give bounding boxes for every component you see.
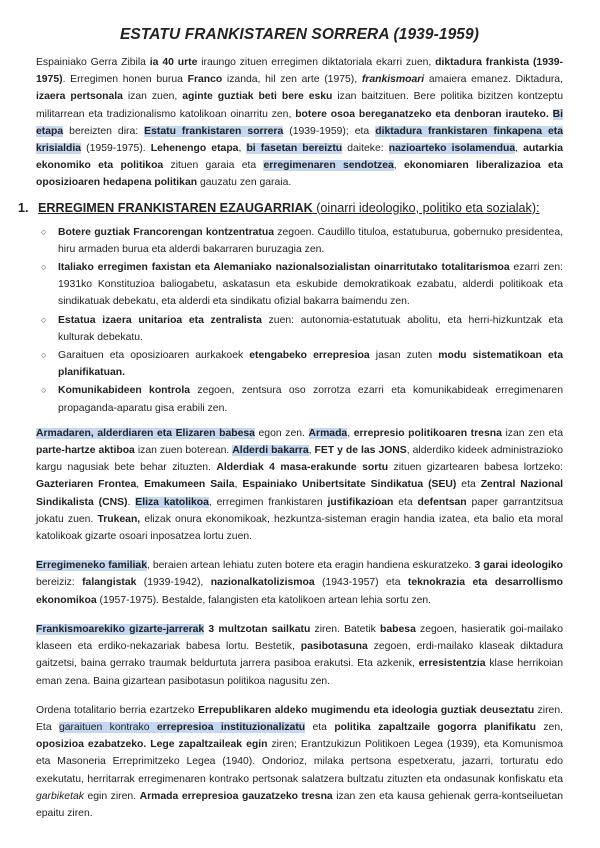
bullet-icon: ○ <box>41 226 47 237</box>
section-heading-text <box>38 200 540 216</box>
text-run: ziren; Erantzukizun Politikoen Legea (1939), eta Komunismoa eta Masoneria Erreprimitzeko Legea (1940). Ondorioz, milaka pertsona espetxeratu, jazarri, torturatu edo exekutatu, herritarrak erregimenaren kontrako pertsonak salatzera bultzatu zituzten eta ondasunak konfiskatu eta <box>36 739 563 785</box>
text-run: eta <box>456 479 481 491</box>
text-run: izanda, hil zen arte (1975), <box>222 74 362 86</box>
list-item <box>36 224 563 258</box>
text-run: zegoen, erdi-mailako klaseak diktadura gaitzetsi, baina gerrako traumak beldurtuta jarrera pasiboa erakutsi. Eta azkenik, <box>36 641 563 670</box>
text-run: garaituen kontrako <box>58 721 157 733</box>
text-run: parte-hartze aktiboa <box>36 445 135 457</box>
text-run: modu sistematikoan eta planifikatuan. <box>58 350 563 379</box>
text-run: , <box>308 445 315 457</box>
text-run: izan zen eta <box>501 427 563 439</box>
bullet-icon: ○ <box>41 385 47 396</box>
text-run: errepresio politikoaren tresna <box>353 427 502 439</box>
text-run: Lehenengo etapa <box>150 143 239 155</box>
text-run: zegoen, zentsura oso zorrotza ezarri eta komunikabideak erregimenaren propaganda-aparatu gisa erabili zen. <box>58 385 563 414</box>
text-run: nazionalkatolizismoa <box>210 577 315 589</box>
section-number: 1. <box>18 200 29 215</box>
text-run: 3 garai ideologiko <box>474 560 563 572</box>
text-run: Armadaren, alderdiaren eta Elizaren babesa <box>36 427 255 439</box>
support-paragraph <box>36 425 563 545</box>
text-run: (1939-1942), <box>136 577 211 589</box>
families-paragraph <box>36 557 563 609</box>
intro-paragraph <box>36 54 563 192</box>
text-run: zuen: autonomia-estatutuak abolitu, eta herri-hizkuntzak eta kulturak debekatu. <box>58 314 563 343</box>
features-list <box>36 224 563 417</box>
text-run: Alderdi bakarra <box>232 445 309 457</box>
text-run: . <box>127 496 136 508</box>
text-run: gauzatu zen garaia. <box>197 177 292 189</box>
social-attitudes-paragraph <box>36 621 563 690</box>
text-run: ziren. Eta <box>36 704 564 733</box>
text-run: izaera pertsonala <box>36 91 123 103</box>
list-item-text <box>58 227 563 255</box>
text-run: zituen garaia eta <box>163 160 264 172</box>
text-run: FET y de las JONS <box>314 445 407 457</box>
text-run: . Erregimen honen burua <box>62 74 188 86</box>
text-run: zen, <box>536 721 564 733</box>
text-run: (1957-1975). Bestalde, falangisten eta katolikoen artean lehia sortu zen. <box>96 594 432 606</box>
text-run: (1959-1975). <box>81 143 151 155</box>
text-run: Emakumeen Saila <box>144 479 235 491</box>
bullet-icon: ○ <box>41 262 47 273</box>
text-run: falangistak <box>82 577 137 589</box>
section-title: ERREGIMEN FRANKISTAREN EZAUGARRIAK <box>38 200 313 215</box>
text-run: justifikazioan <box>327 496 394 508</box>
list-item-text <box>58 262 563 307</box>
text-run: amaiera emanez. Diktadura, <box>424 74 563 86</box>
text-run: izan baitzituen. Bere politika bizitzen kontzeptu militarrean eta tradizionalismo katolikoan oinarritu zen, <box>36 91 563 120</box>
text-run: Bi etapa <box>36 108 563 137</box>
text-run: ezarri zen: 1931ko Konstituzioa baliogabetu, askatasun eta eskubide demokratikoak ezabatu, alderdi politikoak eta sindikatuak debekatu, eta alderdi eta sindikatu ofizial bakarra baimendu zen. <box>58 262 563 308</box>
list-item-text <box>58 350 563 378</box>
text-run: Franco <box>187 74 223 86</box>
text-run: aginte guztiak beti bere esku <box>182 91 333 103</box>
text-run: zegoen, hasieratik goi-mailako klaseen eta erdiko-nekazariak babesa lortu. Bestetik, <box>36 623 563 653</box>
text-run: Erregimeneko familiak <box>36 560 147 572</box>
text-run: Eliza katolikoa <box>135 496 209 508</box>
text-run: garbiketak <box>36 790 84 802</box>
text-run: politika zapaltzaile gogorra planifikatu <box>334 721 536 733</box>
section-subtitle: (oinarri ideologiko, politiko eta sozialak): <box>312 200 540 215</box>
text-run: egon zen. <box>254 427 309 439</box>
text-run: (1939-1959); eta <box>283 125 376 137</box>
text-run: ziren. Batetik <box>310 623 381 635</box>
text-run: (1943-1957) eta <box>314 577 408 589</box>
text-run: , <box>515 143 524 155</box>
text-run: Komunikabideen kontrola <box>58 385 191 397</box>
list-item <box>36 259 563 311</box>
text-run: , beraien artean lehiatu zuten botere eta eragin handiena eskuratzeko. <box>147 560 475 572</box>
text-run: Italiako erregimen faxistan eta Alemaniako nazionalsozialistan oinarritutako totalitarismoa <box>58 262 510 274</box>
text-run: Frankismoarekiko gizarte-jarrerak <box>36 623 205 635</box>
text-run: egin ziren. <box>83 790 140 802</box>
list-item-text <box>58 315 563 343</box>
document-title: ESTATU FRANKISTAREN SORRERA (1939-1959) <box>119 26 480 43</box>
repression-paragraph <box>36 702 563 822</box>
text-run: iraungo zituen erregimen diktatoriala ekarri zuen, <box>197 57 436 68</box>
text-run: Espainiako Unibertsitate Sindikatua (SEU) <box>242 479 457 491</box>
text-run: Botere guztiak Francorengan kontzentratua <box>58 226 275 238</box>
text-run: Errepublikaren aldeko mugimendu eta ideologia guztiak deuseztatu <box>198 704 535 716</box>
text-run: Espainiako Gerra Zibila <box>36 57 150 68</box>
list-item-text <box>58 385 563 413</box>
text-run: etengabeko errepresioa <box>249 350 370 362</box>
text-run: , alderdiko kideek administrazioko kargu nagusiak bete behar zituzten. <box>36 445 563 474</box>
text-run: , <box>347 427 354 439</box>
list-item <box>36 382 563 416</box>
text-run: klase herrikoian eman zena. Baina gizartean pasibotasun politikoa nagusitu zen. <box>36 658 563 687</box>
text-run: izan zuen boterean. <box>134 445 233 457</box>
text-run: izan zuen, <box>122 91 183 103</box>
text-run: Armada errepresioa gauzatzeko tresna <box>139 790 333 802</box>
list-item <box>36 312 563 346</box>
text-run: , <box>136 479 145 491</box>
section-heading <box>18 200 563 216</box>
text-run: ia 40 urte <box>149 57 198 68</box>
text-run: erregimenaren sendotzea <box>263 160 394 172</box>
text-run: botere osoa bereganatzeko eta denboran irauteko. <box>295 108 549 120</box>
text-run: babesa <box>380 623 416 635</box>
text-run: pasibotasuna <box>300 641 368 653</box>
text-run: diktadura frankistaren finkapena eta krisialdia <box>36 125 564 155</box>
text-run: zegoen. Caudillo tituloa, estatuburua, gobernuko presidentea, hiru armaden buruа eta alderdi bakarraren buruzagia zen. <box>58 226 563 255</box>
bullet-icon: ○ <box>41 314 47 325</box>
text-run: bi fasetan bereiztu <box>246 143 343 155</box>
text-run: jasan zuten <box>369 350 439 362</box>
document-page <box>18 26 564 834</box>
text-run: , erregimen frankistaren <box>208 496 328 508</box>
text-run: Estatu frankistaren sorrera <box>144 125 284 137</box>
text-run: Alderdiak 4 masa-erakunde sortu <box>216 462 389 474</box>
text-run: diktadura frankista (1939-1975) <box>36 57 563 86</box>
text-run: Zentral Nazional Sindikalista (CNS) <box>36 479 563 508</box>
text-run: bereiziz: <box>36 577 83 589</box>
list-item <box>36 347 563 381</box>
text-run: Lege zapaltzaileak egin <box>150 739 268 751</box>
text-run: oposizioa ezabatzeko. <box>36 739 147 751</box>
text-run: defentsan <box>417 496 467 508</box>
text-run: Gazteriaren Frontea <box>36 479 137 491</box>
text-run: eta <box>305 721 335 733</box>
text-run: eta <box>393 496 418 508</box>
text-run: Ordena totalitario berria ezartzeko <box>36 704 199 716</box>
text-run: daiteke: <box>342 143 389 155</box>
text-run: Armada <box>308 427 348 439</box>
text-run: teknokrazia eta desarrollismo ekonomikoa <box>36 577 564 606</box>
text-run: frankismoari <box>361 74 425 86</box>
text-run: Trukean, <box>97 513 141 525</box>
text-run: paper garrantzitsua jokatu zuen. <box>36 496 564 525</box>
text-run: errepresioa instituzionalizatu <box>156 721 306 733</box>
text-run: , <box>238 143 247 155</box>
text-run: izan zen eta kausa gehienak gerra-kontseiluetan epaitu ziren. <box>36 790 564 819</box>
text-run: 3 multzotan sailkatu <box>208 623 311 635</box>
text-run: , <box>393 160 404 172</box>
text-run: Garaituen eta oposizioaren aurkakoek <box>58 350 250 362</box>
text-run: elizak onura ekonomikoak, hezkuntza-sisteman eragin handia izatea, eta balio eta moral katolikoak gizarte osoari inposatzea lortu zuen. <box>36 513 564 543</box>
text-run: , <box>234 479 243 491</box>
text-run: nazioarteko isolamendua <box>388 143 516 155</box>
text-run: erresistentzia <box>418 658 486 670</box>
text-run: ekonomiaren liberalizazioa eta oposizioaren hedapena politikan <box>36 160 563 189</box>
text-run: bereizten dira: <box>63 125 145 137</box>
text-run: zituen gizartearen babesa lortzeko: <box>388 462 563 474</box>
bullet-icon: ○ <box>41 350 47 361</box>
text-run: autarkia ekonomiko eta politikoa <box>36 143 563 172</box>
text-run: Estatua izaera unitarioa eta zentralista <box>58 314 262 326</box>
